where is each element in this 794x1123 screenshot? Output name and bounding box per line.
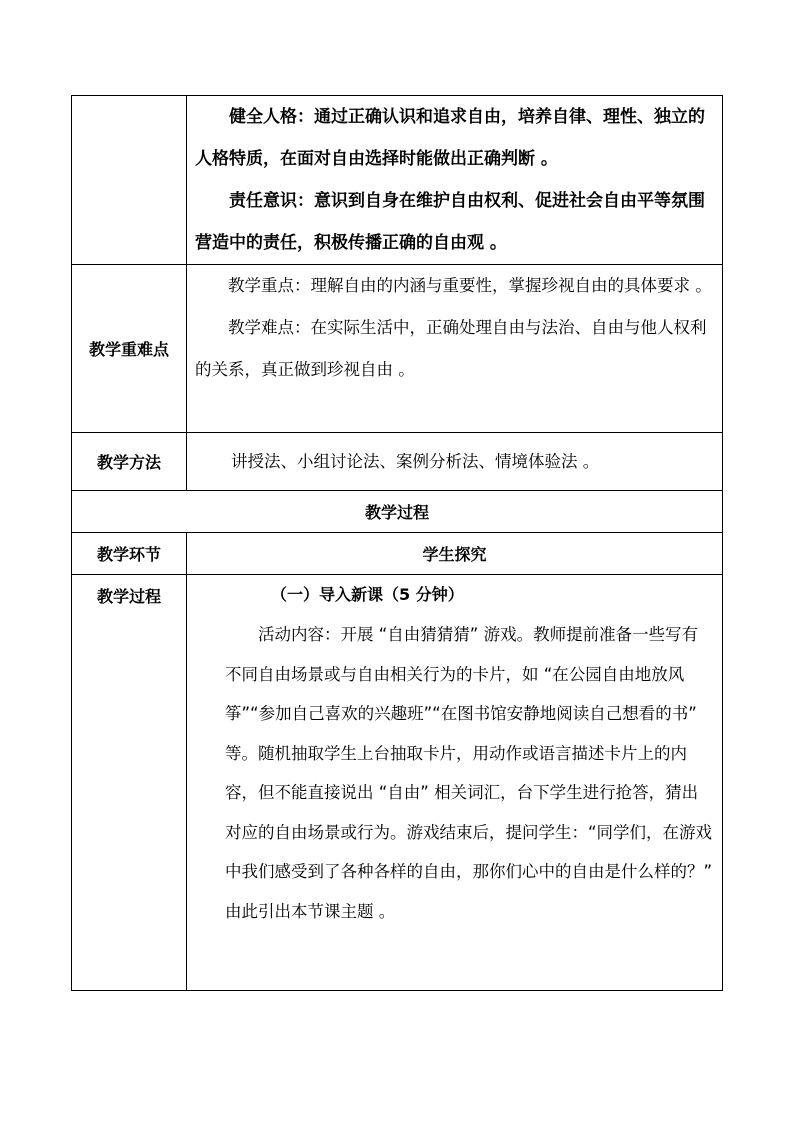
methods-value: 讲授法、小组讨论法、案例分析法、情境体验法 。 — [187, 433, 723, 491]
intro-section-heading: （一）导入新课（5 分钟） — [271, 585, 464, 604]
key-points-row — [72, 265, 723, 433]
process-content-cell — [187, 575, 723, 991]
key-points-label: 教学重难点 — [72, 265, 187, 433]
process-title-row — [72, 491, 723, 533]
stage-header: 教学环节 — [72, 533, 187, 575]
key-points-content-cell — [187, 265, 723, 433]
goals-label-cell — [72, 96, 187, 265]
teaching-difficulty-text: 教学难点：在实际生活中，正确处理自由与法治、自由与他人权利的关系，真正做到珍视自由 。 — [195, 318, 707, 379]
process-title: 教学过程 — [72, 491, 723, 533]
goals-row — [72, 96, 723, 265]
process-label: 教学过程 — [72, 575, 187, 991]
intro-activity-text: 活动内容：开展 “自由猜猜猜” 游戏。教师提前准备一些写有不同自由场景或与自由相关行为的卡片，如 “在公园自由地放风筝”“参加自己喜欢的兴趣班”“在图书馆安静地阅读自己想看的书” 等。随机抽取学生上台抽取卡片，用动作或语言描述卡片上的内容，但不能直接说出 “自由” 相关词汇，台下学生进行抢答，猜出对应的自由场景或行为。游戏结束后，提问学生：“同学们，在游戏中我们感受到了各种各样的自由，那你们心中的自由是什么样的？” 由此引出本节课主题 。 — [225, 625, 713, 921]
process-header-row — [72, 533, 723, 575]
lesson-plan-table — [71, 95, 723, 991]
responsibility-goal-text: 责任意识：意识到自身在维护自由权利、促进社会自由平等氛围营造中的责任，积极传播正确的自由观 。 — [195, 191, 705, 253]
process-row — [72, 575, 723, 991]
teaching-focus-text: 教学重点：理解自由的内涵与重要性，掌握珍视自由的具体要求 。 — [228, 276, 712, 295]
goals-content-cell — [187, 96, 723, 265]
personality-goal-text: 健全人格：通过正确认识和追求自由，培养自律、理性、独立的人格特质，在面对自由选择时能做出正确判断 。 — [195, 107, 705, 169]
activity-header: 学生探究 — [187, 533, 723, 575]
methods-label: 教学方法 — [72, 433, 187, 491]
methods-row — [72, 433, 723, 491]
